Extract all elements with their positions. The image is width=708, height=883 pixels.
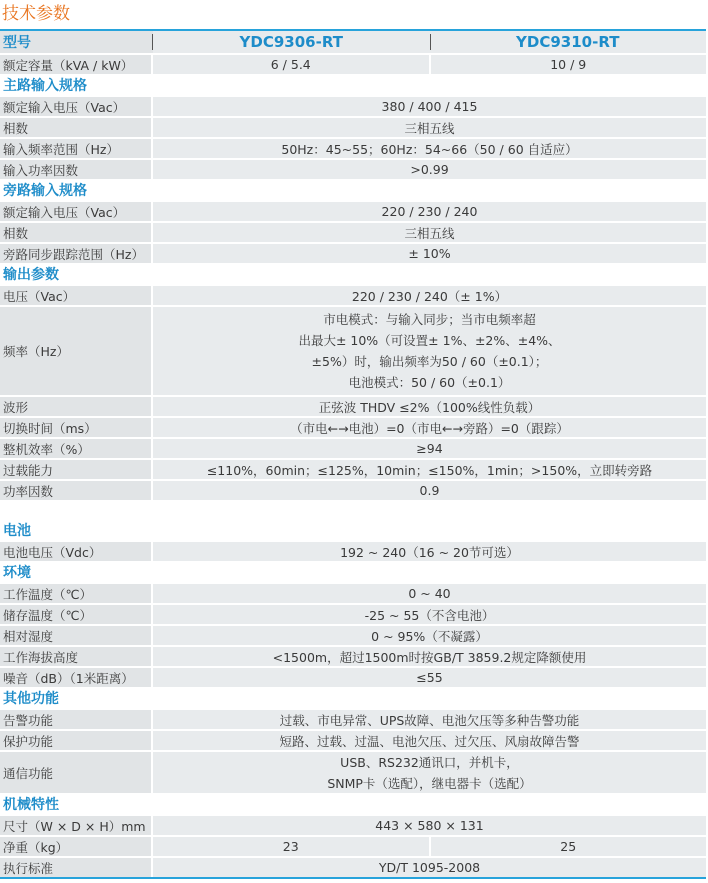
- spec-row: [0, 710, 706, 731]
- spec-row: [0, 816, 706, 837]
- spec-row: [0, 605, 706, 626]
- row-label: 旁路同步跟踪范围（Hz）: [0, 244, 153, 263]
- row-value: -25 ~ 55（不含电池）: [153, 605, 706, 624]
- model-name-1: YDC9306-RT: [153, 31, 430, 53]
- row-label: 通信功能: [0, 752, 153, 793]
- row-value: 380 / 400 / 415: [153, 97, 706, 116]
- row-value: ≤110%，60min；≤125%，10min；≤150%，1min；>150%，立即转旁路: [153, 460, 706, 479]
- row-label: 过载能力: [0, 460, 153, 479]
- spec-row: [0, 202, 706, 223]
- spec-row: [0, 307, 706, 397]
- row-label: 波形: [0, 397, 153, 416]
- value-line: 出最大± 10%（可设置± 1%、±2%、±4%、: [298, 333, 561, 348]
- row-label: 噪音（dB）（1米距离）: [0, 668, 153, 687]
- spec-row: [0, 397, 706, 418]
- model-header-label: 型号: [0, 31, 153, 53]
- row-label: 额定输入电压（Vac）: [0, 97, 153, 116]
- row-label: 整机效率（%）: [0, 439, 153, 458]
- capacity-row: [0, 55, 706, 76]
- row-label: 工作温度（℃）: [0, 584, 153, 603]
- section-title-bypass-input: 旁路输入规格: [0, 181, 706, 202]
- row-value: ± 10%: [153, 244, 706, 263]
- row-value: 正弦波 THDV ≤2%（100%线性负载）: [153, 397, 706, 416]
- spec-row: [0, 223, 706, 244]
- row-label: 额定容量（kVA / kW）: [0, 55, 153, 74]
- value-line: ±5%）时，输出频率为50 / 60（±0.1）；: [311, 354, 548, 369]
- row-value: [153, 307, 706, 395]
- capacity-value-1: 6 / 5.4: [153, 55, 429, 74]
- section-title-output: 输出参数: [0, 265, 706, 286]
- row-label: 储存温度（℃）: [0, 605, 153, 624]
- value-line: USB、RS232通讯口，并机卡，: [340, 754, 519, 770]
- weight-value-1: 23: [153, 837, 429, 856]
- row-label: 工作海拔高度: [0, 647, 153, 666]
- row-value: [153, 752, 706, 793]
- value-line: 市电模式：与输入同步；当市电频率超: [323, 312, 536, 327]
- spec-row: [0, 626, 706, 647]
- section-title-environment: 环境: [0, 563, 706, 584]
- section-title-battery: 电池: [0, 521, 706, 542]
- row-label: 输入频率范围（Hz）: [0, 139, 153, 158]
- row-label: 电池电压（Vdc）: [0, 542, 153, 561]
- spec-row: [0, 460, 706, 481]
- section-title-other: 其他功能: [0, 689, 706, 710]
- row-label: 相对湿度: [0, 626, 153, 645]
- row-value: 0 ~ 40: [153, 584, 706, 603]
- row-value: <1500m，超过1500m时按GB/T 3859.2规定降额使用: [153, 647, 706, 666]
- row-label: 电压（Vac）: [0, 286, 153, 305]
- spec-row: [0, 286, 706, 307]
- row-value: 50Hz：45~55；60Hz：54~66（50 / 60 自适应）: [153, 139, 706, 158]
- spec-row: [0, 139, 706, 160]
- model-name-2: YDC9310-RT: [430, 31, 707, 53]
- row-value: 0 ~ 95%（不凝露）: [153, 626, 706, 645]
- value-line: 电池模式：50 / 60（±0.1）: [348, 375, 511, 390]
- row-value: （市电←→电池）=0（市电←→旁路）=0（跟踪）: [153, 418, 706, 437]
- row-label: 告警功能: [0, 710, 153, 729]
- spec-row: [0, 97, 706, 118]
- row-label: 保护功能: [0, 731, 153, 750]
- row-label: 净重（kg）: [0, 837, 153, 856]
- section-title-mechanical: 机械特性: [0, 795, 706, 816]
- spec-table: [0, 29, 706, 879]
- spec-row: [0, 752, 706, 795]
- row-value: YD/T 1095-2008: [153, 858, 706, 877]
- row-value: 三相五线: [153, 118, 706, 137]
- weight-value-2: 25: [429, 837, 707, 856]
- row-label: 切换时间（ms）: [0, 418, 153, 437]
- row-label: 额定输入电压（Vac）: [0, 202, 153, 221]
- row-label: 尺寸（W × D × H）mm: [0, 816, 153, 835]
- spacer: [0, 502, 706, 521]
- section-title-main-input: 主路输入规格: [0, 76, 706, 97]
- row-value: 过载、市电异常、UPS故障、电池欠压等多种告警功能: [153, 710, 706, 729]
- row-value: ≥94: [153, 439, 706, 458]
- row-value: 0.9: [153, 481, 706, 500]
- row-value: 443 × 580 × 131: [153, 816, 706, 835]
- spec-row: [0, 858, 706, 879]
- row-label: 功率因数: [0, 481, 153, 500]
- row-value: >0.99: [153, 160, 706, 179]
- spec-row: [0, 118, 706, 139]
- spec-row: [0, 668, 706, 689]
- row-label: 相数: [0, 223, 153, 242]
- row-value: 220 / 230 / 240（± 1%）: [153, 286, 706, 305]
- row-label: 频率（Hz）: [0, 307, 153, 395]
- row-value: 短路、过载、过温、电池欠压、过欠压、风扇故障告警: [153, 731, 706, 750]
- spec-row: [0, 418, 706, 439]
- row-label: 执行标准: [0, 858, 153, 877]
- value-line: SNMP卡（选配），继电器卡（选配）: [327, 775, 532, 791]
- row-value: ≤55: [153, 668, 706, 687]
- table-bottom-rule: [0, 877, 706, 879]
- row-label: 相数: [0, 118, 153, 137]
- spec-row: [0, 160, 706, 181]
- spec-row: [0, 647, 706, 668]
- spec-row: [0, 584, 706, 605]
- spec-row: [0, 837, 706, 858]
- spec-row: [0, 481, 706, 502]
- spec-row: [0, 731, 706, 752]
- spec-row: [0, 244, 706, 265]
- page-title: 技术参数: [2, 4, 70, 24]
- spec-row: [0, 542, 706, 563]
- capacity-value-2: 10 / 9: [429, 55, 707, 74]
- spec-row: [0, 439, 706, 460]
- row-value: 三相五线: [153, 223, 706, 242]
- model-header-row: [0, 29, 706, 55]
- row-value: 192 ~ 240（16 ~ 20节可选）: [153, 542, 706, 561]
- row-label: 输入功率因数: [0, 160, 153, 179]
- row-value: 220 / 230 / 240: [153, 202, 706, 221]
